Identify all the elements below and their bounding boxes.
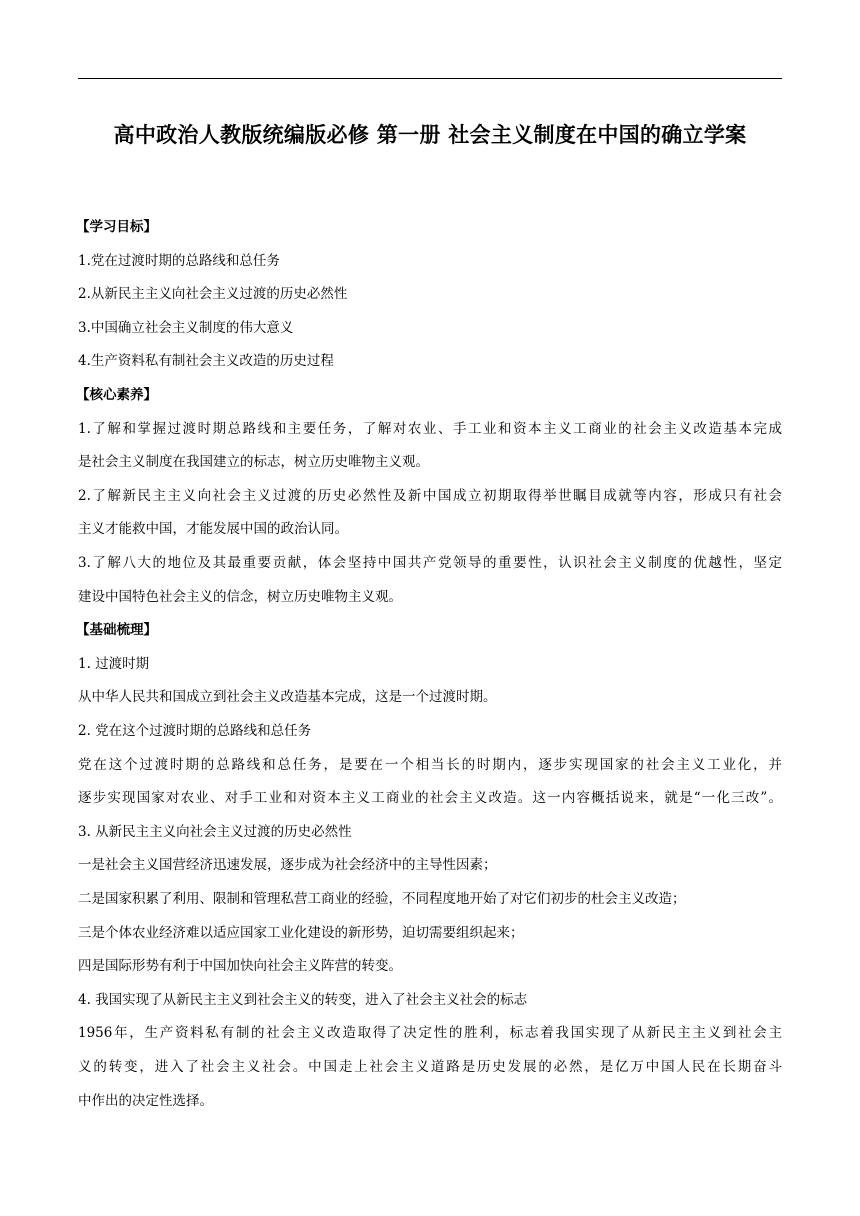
text-line: 1.了解和掌握过渡时期总路线和主要任务，了解对农业、手工业和资本主义工商业的社会主义改造基本完成 — [78, 420, 782, 437]
section-heading: 【学习目标】 — [76, 219, 157, 235]
text-line: 是社会主义制度在我国建立的标志，树立历史唯物主义观。 — [78, 454, 429, 471]
text-line: 逐步实现国家对农业、对手工业和对资本主义工商业的社会主义改造。这一内容概括说来，就是“一化三改”。 — [78, 790, 782, 807]
text-line: 从中华人民共和国成立到社会主义改造基本完成，这是一个过渡时期。 — [78, 689, 497, 706]
text-line: 二是国家积累了利用、限制和管理私营工商业的经验，不同程度地开始了对它们初步的杜会主义改造； — [78, 891, 686, 907]
text-line: 4. 我国实现了从新民主主义到社会主义的转变，进入了社会主义社会的标志 — [78, 991, 528, 1008]
text-line: 1.党在过渡时期的总路线和总任务 — [78, 252, 280, 269]
text-line: 3. 从新民主主义向社会主义过渡的历史必然性 — [78, 823, 352, 840]
text-line: 中作出的决定性选择。 — [78, 1092, 213, 1109]
section-heading: 【核心素养】 — [76, 387, 157, 403]
text-line: 2.了解新民主主义向社会主义过渡的历史必然性及新中国成立初期取得举世瞩目成就等内容，形成只有社会 — [78, 487, 782, 504]
text-line: 主义才能救中国，才能发展中国的政治认同。 — [78, 521, 348, 538]
text-line: 1. 过渡时期 — [78, 655, 150, 672]
text-line: 一是社会主义国营经济迅速发展，逐步成为社会经济中的主导性因素； — [78, 857, 497, 874]
text-line: 1956年，生产资料私有制的社会主义改造取得了决定性的胜利，标志着我国实现了从新民主主义到社会主 — [78, 1025, 782, 1042]
text-line: 四是国际形势有利于中国加快向社会主义阵营的转变。 — [78, 958, 402, 975]
text-line: 党在这个过渡时期的总路线和总任务，是要在一个相当长的时期内，逐步实现国家的社会主义工业化，并 — [78, 756, 782, 773]
text-line: 2.从新民主主义向社会主义过渡的历史必然性 — [78, 286, 348, 303]
text-line: 建设中国特色社会主义的信念，树立历史唯物主义观。 — [78, 588, 402, 605]
section-heading: 【基础梳理】 — [76, 622, 157, 639]
text-line: 三是个体农业经济难以适应国家工业化建设的新形势，迫切需要组织起来； — [78, 924, 524, 941]
text-line: 2. 党在这个过渡时期的总路线和总任务 — [78, 723, 312, 739]
text-line: 3.中国确立社会主义制度的伟大意义 — [78, 319, 294, 336]
text-line: 4.生产资料私有制社会主义改造的历史过程 — [78, 353, 334, 370]
document-title: 高中政治人教版统编版必修 第一册 社会主义制度在中国的确立学案 — [113, 122, 747, 147]
text-line: 3.了解八大的地位及其最重要贡献，体会坚持中国共产党领导的重要性，认识社会主义制度的优越性，坚定 — [78, 555, 782, 571]
header-rule — [78, 78, 782, 79]
text-line: 义的转变，进入了社会主义社会。中国走上社会主义道路是历史发展的必然，是亿万中国人民在长期奋斗 — [78, 1059, 782, 1075]
